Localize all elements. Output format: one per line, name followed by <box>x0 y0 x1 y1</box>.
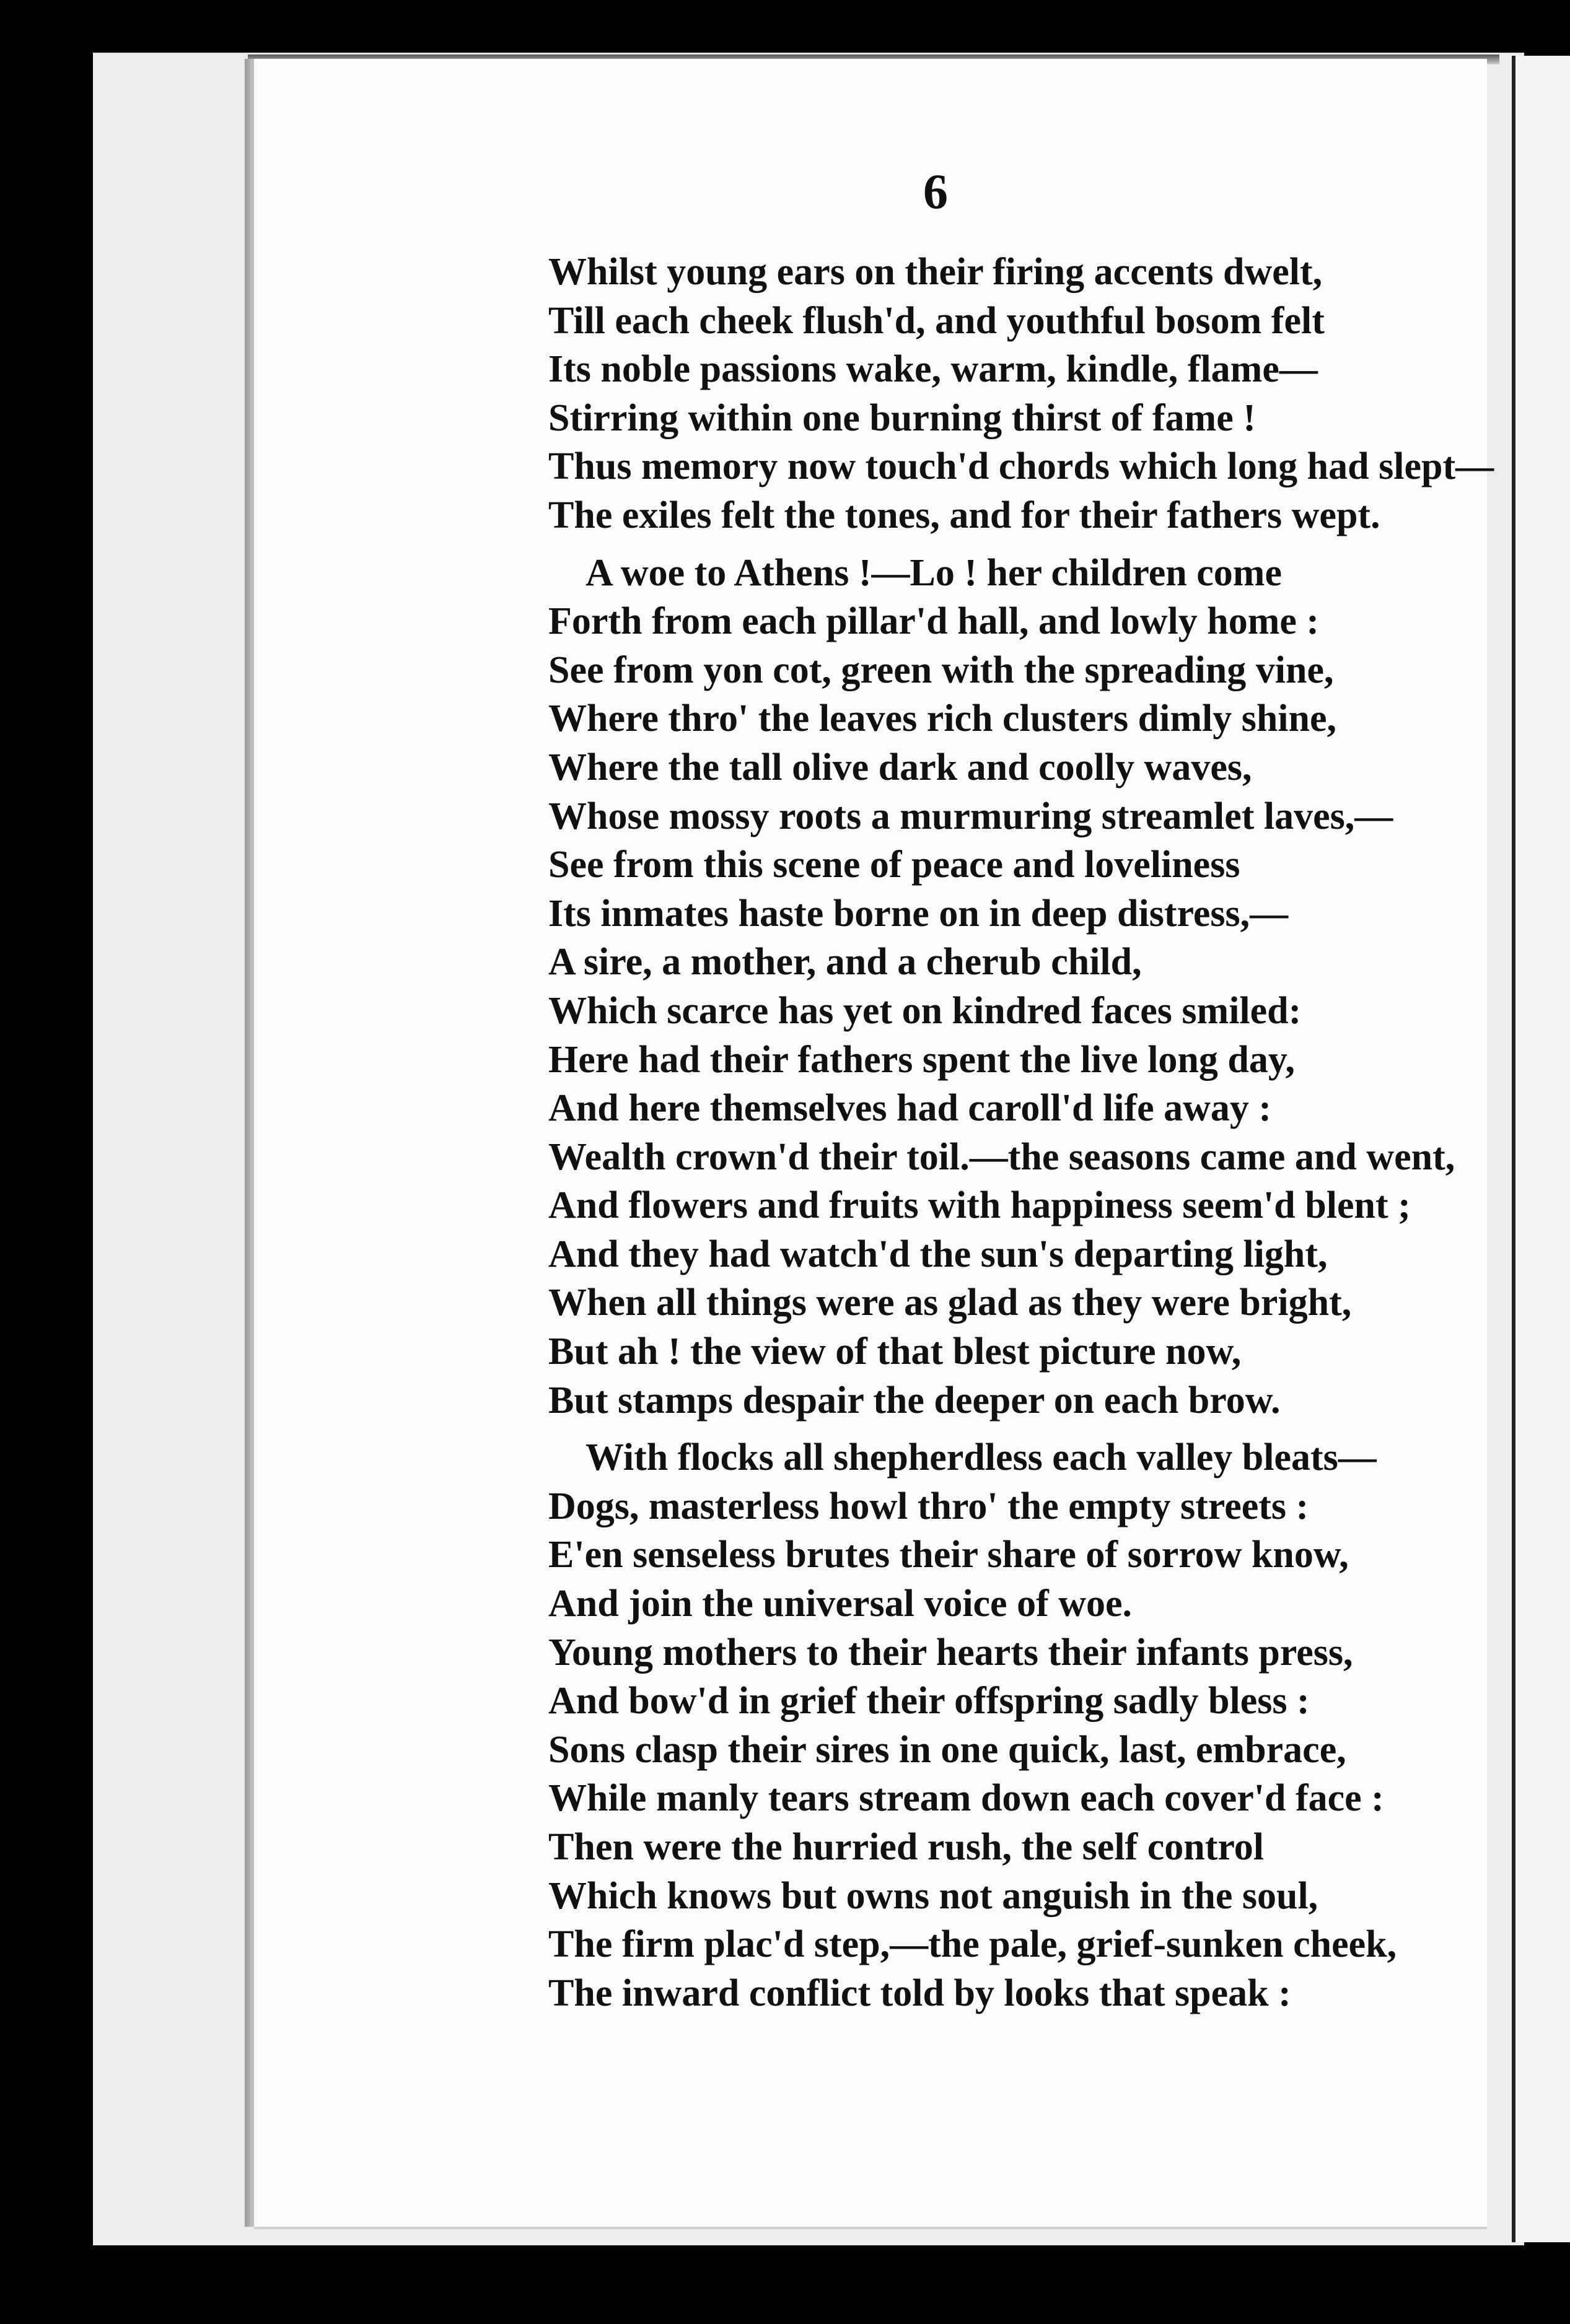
page-number: 6 <box>923 165 948 219</box>
poem-line: Which knows but owns not anguish in the soul, <box>548 1874 1318 1917</box>
poem-line: And join the universal voice of woe. <box>548 1583 1133 1625</box>
poem-line: And here themselves had caroll'd life away : <box>548 1087 1272 1130</box>
poem-line: Here had their fathers spent the live long day, <box>548 1038 1295 1081</box>
poem-line: Stirring within one burning thirst of fame ! <box>548 396 1256 439</box>
poem-line: E'en senseless brutes their share of sorrow know, <box>548 1534 1349 1576</box>
poem-line: Its inmates haste borne on in deep distress,— <box>548 892 1289 935</box>
poem-line: The firm plac'd step,—the pale, grief-sunken cheek, <box>548 1923 1397 1966</box>
poem-line: Forth from each pillar'd hall, and lowly home : <box>548 600 1320 643</box>
poem-line: See from this scene of peace and loveliness <box>548 844 1240 886</box>
poem-text <box>548 248 1494 2017</box>
poem-line: Wealth crown'd their toil.—the seasons came and went, <box>548 1135 1455 1178</box>
poem-line: The exiles felt the tones, and for their fathers wept. <box>548 494 1380 536</box>
poem-line: A sire, a mother, and a cherub child, <box>548 941 1142 984</box>
poem-line: And flowers and fruits with happiness seem'd blent ; <box>548 1184 1411 1227</box>
poem-line: Where the tall olive dark and coolly waves, <box>548 746 1252 788</box>
poem-line: See from yon cot, green with the spreading vine, <box>548 649 1334 691</box>
poem-line: And they had watch'd the sun's departing light, <box>548 1233 1328 1275</box>
stanza-start-line: A woe to Athens !—Lo ! her children come <box>585 551 1282 594</box>
poem-line: Thus memory now touch'd chords which long had slept— <box>548 445 1494 488</box>
poem-line: Dogs, masterless howl thro' the empty streets : <box>548 1485 1309 1527</box>
stanza-start-line: With flocks all shepherdless each valley bleats— <box>585 1436 1377 1479</box>
poem-line: When all things were as glad as they were bright, <box>548 1282 1352 1324</box>
poem-line: While manly tears stream down each cover'd face : <box>548 1777 1384 1820</box>
poem-line: Whilst young ears on their firing accents dwelt, <box>548 251 1323 293</box>
poem-line: Which scarce has yet on kindred faces smiled: <box>548 989 1302 1032</box>
poem-line: Young mothers to their hearts their infants press, <box>548 1631 1353 1674</box>
poem-line: And bow'd in grief their offspring sadly bless : <box>548 1680 1310 1723</box>
poem-line: Then were the hurried rush, the self control <box>548 1826 1264 1868</box>
poem-line: But stamps despair the deeper on each brow. <box>548 1379 1281 1422</box>
poem-line: Sons clasp their sires in one quick, last, embrace, <box>548 1728 1346 1771</box>
poem-line: Whose mossy roots a murmuring streamlet laves,— <box>548 795 1393 837</box>
poem-line: Its noble passions wake, warm, kindle, flame— <box>548 348 1318 391</box>
poem-line: Where thro' the leaves rich clusters dimly shine, <box>548 697 1337 740</box>
adjacent-page-edge <box>1512 56 1570 2242</box>
poem-line: But ah ! the view of that blest picture now, <box>548 1330 1242 1373</box>
poem-line: Till each cheek flush'd, and youthful bosom felt <box>548 299 1325 342</box>
poem-line: The inward conflict told by looks that speak : <box>548 1972 1291 2014</box>
